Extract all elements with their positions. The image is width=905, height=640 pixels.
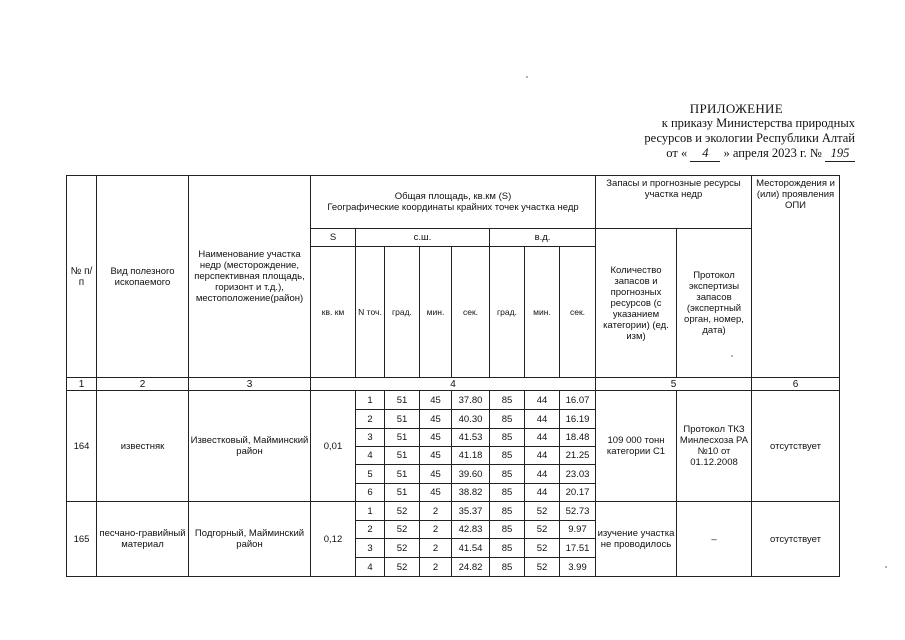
- lon-sec: 9.97: [560, 521, 596, 539]
- lat-deg: 52: [385, 558, 420, 577]
- lat-sec: 38.82: [452, 484, 490, 502]
- point-number: 4: [356, 558, 385, 577]
- lon-min: 44: [525, 429, 560, 447]
- lon-sec: 20.17: [560, 484, 596, 502]
- lat-sec: 35.37: [452, 502, 490, 521]
- header-mineral: Вид полезного ископаемого: [97, 176, 189, 378]
- column-number: 6: [752, 378, 840, 391]
- header-protocol: Протокол экспертизы запасов (экспертный орган, номер, дата): [677, 229, 752, 378]
- lon-deg: 85: [490, 521, 525, 539]
- lat-min: 2: [420, 539, 452, 558]
- lat-min: 2: [420, 558, 452, 577]
- reserves-amount: 109 000 тонн категории C1: [596, 391, 677, 502]
- date-prefix: от «: [666, 146, 688, 160]
- appendix-header: [600, 101, 855, 162]
- lat-deg: 51: [385, 447, 420, 465]
- lon-min: 52: [525, 521, 560, 539]
- header-area-coords: [311, 176, 596, 229]
- lat-deg: 52: [385, 539, 420, 558]
- header-lon-min: мин.: [525, 247, 560, 378]
- lat-min: 45: [420, 410, 452, 429]
- header-lat-sec: сек.: [452, 247, 490, 378]
- scan-speck: [731, 355, 733, 357]
- lat-sec: 41.18: [452, 447, 490, 465]
- header-reserves-group: Запасы и прогнозные ресурсы участка недр: [596, 176, 752, 229]
- appendix-line-2: ресурсов и экологии Республики Алтай: [644, 131, 855, 145]
- plot-area: 0,12: [311, 502, 356, 577]
- header-num: № п/п: [67, 176, 97, 378]
- lon-min: 52: [525, 502, 560, 521]
- lat-sec: 24.82: [452, 558, 490, 577]
- plot-name: Известковый, Майминский район: [189, 391, 311, 502]
- deposits-status: отсутствует: [752, 502, 840, 577]
- point-number: 2: [356, 410, 385, 429]
- lon-sec: 18.48: [560, 429, 596, 447]
- lat-deg: 51: [385, 429, 420, 447]
- deposits-status: отсутствует: [752, 391, 840, 502]
- reserves-amount: изучение участка не проводилось: [596, 502, 677, 577]
- lat-min: 45: [420, 429, 452, 447]
- header-lat-deg: град.: [385, 247, 420, 378]
- header-sq-km: кв. км: [311, 247, 356, 378]
- point-number: 3: [356, 539, 385, 558]
- lon-min: 44: [525, 391, 560, 410]
- header-north: с.ш.: [356, 229, 490, 247]
- appendix-line-1: к приказу Министерства природных: [661, 116, 855, 130]
- row-number: 165: [67, 502, 97, 577]
- lon-deg: 85: [490, 558, 525, 577]
- lat-min: 45: [420, 391, 452, 410]
- lon-deg: 85: [490, 502, 525, 521]
- header-lon-sec: сек.: [560, 247, 596, 378]
- lat-min: 45: [420, 484, 452, 502]
- lon-deg: 85: [490, 429, 525, 447]
- lon-min: 52: [525, 539, 560, 558]
- header-row-1: [67, 176, 840, 229]
- lon-min: 44: [525, 447, 560, 465]
- column-number: 5: [596, 378, 752, 391]
- lon-deg: 85: [490, 391, 525, 410]
- lon-deg: 85: [490, 410, 525, 429]
- lon-sec: 21.25: [560, 447, 596, 465]
- lat-min: 45: [420, 447, 452, 465]
- lat-deg: 51: [385, 391, 420, 410]
- column-number: 4: [311, 378, 596, 391]
- scan-speck: [526, 76, 528, 78]
- header-reserves-qty: Количество запасов и прогнозных ресурсов (с указанием категории) (ед. изм): [596, 229, 677, 378]
- header-deposits: Месторождения и (или) проявления ОПИ: [752, 176, 840, 378]
- lon-min: 44: [525, 484, 560, 502]
- point-number: 6: [356, 484, 385, 502]
- lon-min: 52: [525, 558, 560, 577]
- lat-deg: 51: [385, 465, 420, 484]
- row-number: 164: [67, 391, 97, 502]
- scan-speck: [885, 566, 887, 568]
- lat-deg: 52: [385, 502, 420, 521]
- plot-area: 0,01: [311, 391, 356, 502]
- lat-min: 45: [420, 465, 452, 484]
- appendix-title: ПРИЛОЖЕНИЕ: [689, 101, 783, 116]
- point-number: 5: [356, 465, 385, 484]
- column-number: 1: [67, 378, 97, 391]
- lat-min: 2: [420, 502, 452, 521]
- header-lon-deg: град.: [490, 247, 525, 378]
- lat-deg: 51: [385, 484, 420, 502]
- header-lat-min: мин.: [420, 247, 452, 378]
- lon-sec: 52.73: [560, 502, 596, 521]
- lat-sec: 41.53: [452, 429, 490, 447]
- point-number: 3: [356, 429, 385, 447]
- column-number: 2: [97, 378, 189, 391]
- lat-sec: 41.54: [452, 539, 490, 558]
- point-number: 1: [356, 391, 385, 410]
- lon-deg: 85: [490, 465, 525, 484]
- expert-protocol: Протокол ТКЗ Минлесхоза РА №10 от 01.12.2008: [677, 391, 752, 502]
- plot-name: Подгорный, Майминский район: [189, 502, 311, 577]
- point-number: 4: [356, 447, 385, 465]
- column-numbers-row: [67, 378, 840, 391]
- point-number: 2: [356, 521, 385, 539]
- lat-sec: 37.80: [452, 391, 490, 410]
- lat-sec: 39.60: [452, 465, 490, 484]
- header-coords-title: Географические координаты крайних точек участка недр: [327, 202, 579, 213]
- lon-deg: 85: [490, 539, 525, 558]
- lon-min: 44: [525, 410, 560, 429]
- mineral-type: песчано-гравийный материал: [97, 502, 189, 577]
- point-row: [67, 391, 840, 410]
- header-east: в.д.: [490, 229, 596, 247]
- order-number: 195: [825, 146, 855, 162]
- appendix-date-line: [600, 146, 855, 162]
- lat-sec: 40.30: [452, 410, 490, 429]
- lon-min: 44: [525, 465, 560, 484]
- lon-sec: 17.51: [560, 539, 596, 558]
- header-area-title: Общая площадь, кв.км (S): [394, 191, 512, 202]
- expert-protocol: –: [677, 502, 752, 577]
- lat-deg: 52: [385, 521, 420, 539]
- header-point: N точ.: [356, 247, 385, 378]
- header-plot-name: Наименование участка недр (месторождение, перспективная площадь, горизонт и т.д.), местоположение(район): [189, 176, 311, 378]
- lon-sec: 3.99: [560, 558, 596, 577]
- column-number: 3: [189, 378, 311, 391]
- mineral-type: известняк: [97, 391, 189, 502]
- lat-min: 2: [420, 521, 452, 539]
- lon-sec: 16.19: [560, 410, 596, 429]
- lat-deg: 51: [385, 410, 420, 429]
- lon-deg: 85: [490, 447, 525, 465]
- lon-sec: 23.03: [560, 465, 596, 484]
- lon-deg: 85: [490, 484, 525, 502]
- header-s: S: [311, 229, 356, 247]
- subsoil-plots-table: [66, 175, 840, 577]
- lon-sec: 16.07: [560, 391, 596, 410]
- point-number: 1: [356, 502, 385, 521]
- lat-sec: 42.83: [452, 521, 490, 539]
- date-day: 4: [690, 146, 720, 162]
- point-row: [67, 502, 840, 521]
- date-middle: » апреля 2023 г. №: [723, 146, 822, 160]
